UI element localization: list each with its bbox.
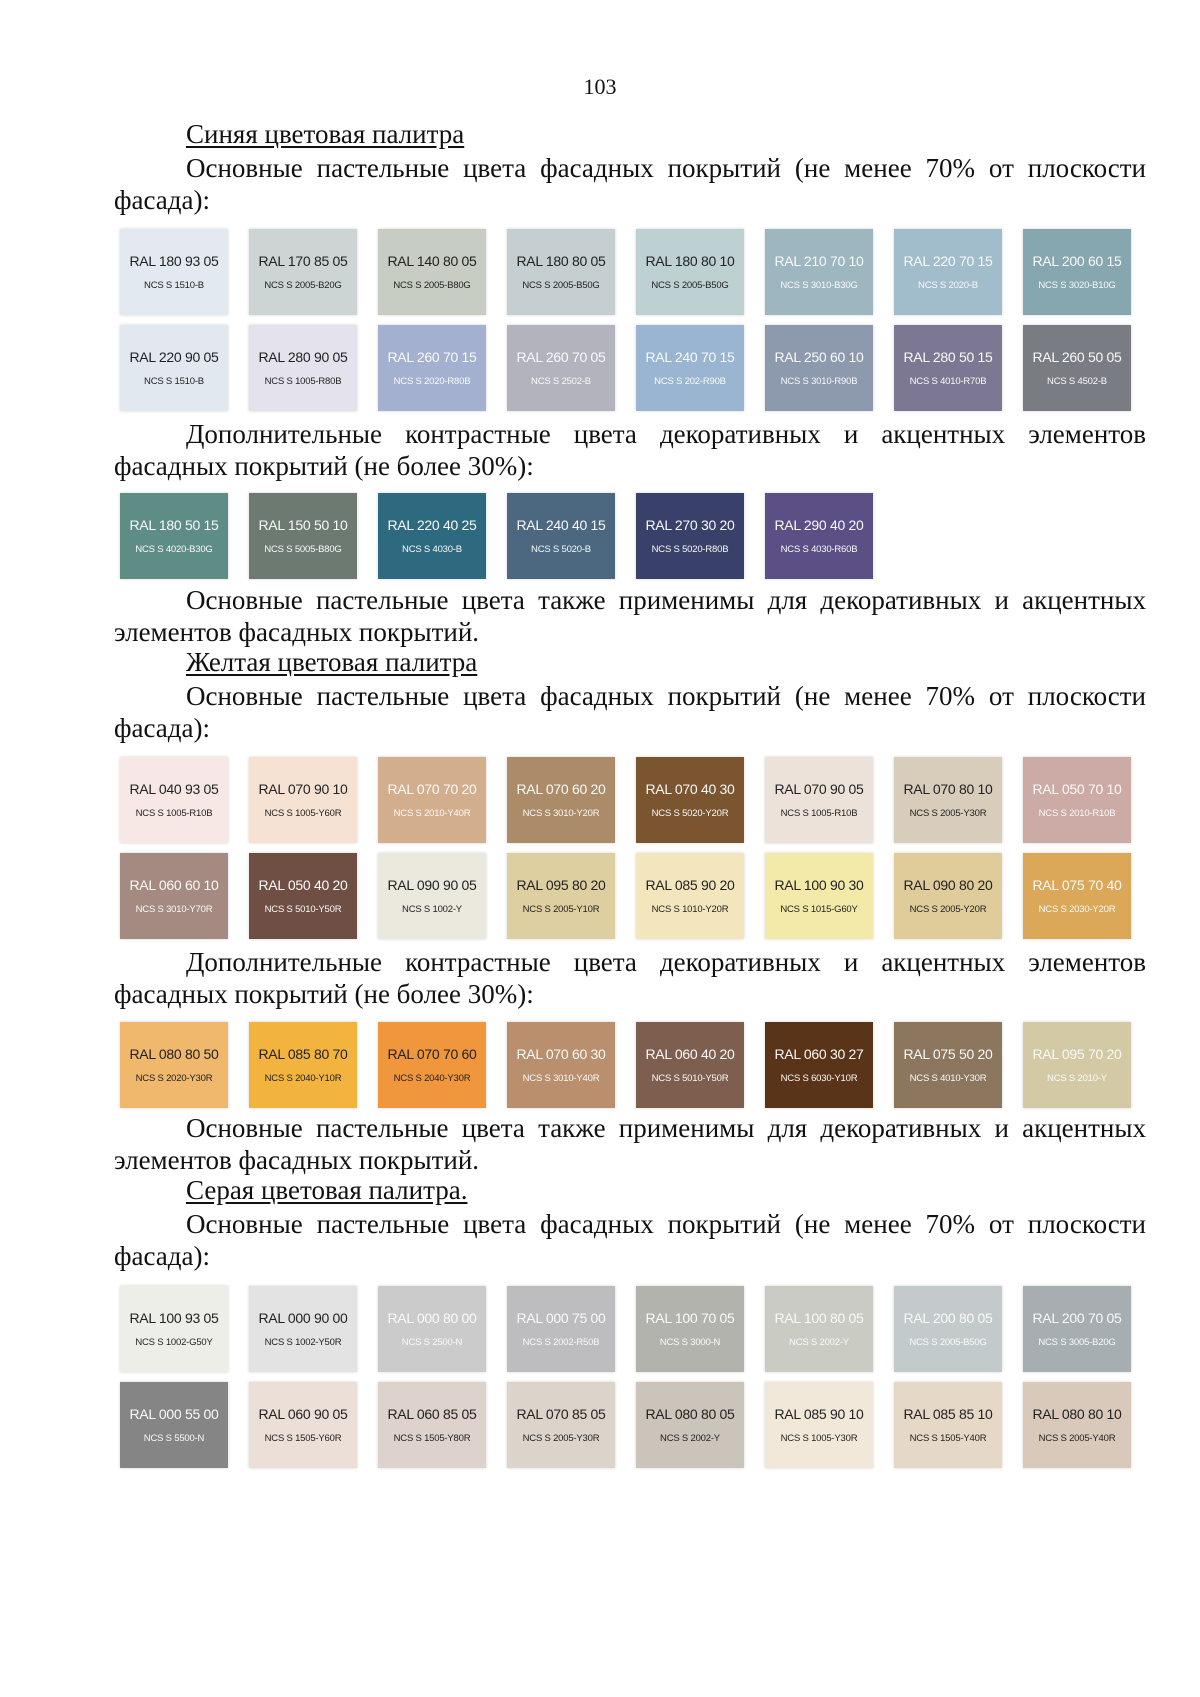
ncs-code: NCS S 2020-Y30R — [135, 1073, 213, 1084]
color-swatch — [378, 1022, 486, 1108]
ncs-code: NCS S 2020-R80B — [393, 376, 471, 387]
color-swatch — [120, 853, 228, 939]
ral-code: RAL 060 90 05 — [258, 1406, 348, 1422]
ncs-code: NCS S 3005-B20G — [1038, 1337, 1116, 1348]
ral-code: RAL 085 90 10 — [774, 1406, 864, 1422]
color-swatch — [120, 493, 228, 579]
ncs-code: NCS S 3010-B30G — [780, 280, 858, 291]
ral-code: RAL 260 70 05 — [516, 349, 606, 365]
color-swatch — [636, 853, 744, 939]
yellow-accent-text: Дополнительные контрастные цвета декоративных и акцентных элементов фасадных покрытий (не более 30%): — [114, 947, 1146, 1009]
color-swatch — [120, 229, 228, 315]
color-swatch — [249, 1382, 357, 1468]
ncs-code: NCS S 202-R90B — [654, 376, 726, 387]
color-swatch — [378, 757, 486, 843]
ncs-code: NCS S 2005-Y30R — [909, 808, 987, 819]
ncs-code: NCS S 1005-R10B — [780, 808, 858, 819]
ral-code: RAL 075 70 40 — [1032, 877, 1122, 893]
color-swatch — [765, 757, 873, 843]
color-swatch — [378, 853, 486, 939]
color-swatch — [249, 229, 357, 315]
ncs-code: NCS S 1002-Y50R — [264, 1337, 342, 1348]
ncs-code: NCS S 1002-Y — [402, 904, 462, 915]
ncs-code: NCS S 2010-Y40R — [393, 808, 471, 819]
ncs-code: NCS S 1005-Y60R — [264, 808, 342, 819]
ral-code: RAL 060 40 20 — [645, 1046, 735, 1062]
ral-code: RAL 250 60 10 — [774, 349, 864, 365]
color-swatch — [765, 325, 873, 411]
color-swatch — [378, 493, 486, 579]
color-swatch — [894, 757, 1002, 843]
ncs-code: NCS S 3000-N — [659, 1337, 721, 1348]
color-swatch — [765, 853, 873, 939]
ncs-code: NCS S 1505-Y40R — [909, 1433, 987, 1444]
yellow-main-text: Основные пастельные цвета фасадных покрытий (не менее 70% от плоскости фасада): — [114, 681, 1146, 743]
ncs-code: NCS S 2002-R50B — [522, 1337, 600, 1348]
ral-code: RAL 080 80 10 — [1032, 1406, 1122, 1422]
color-swatch — [378, 1286, 486, 1372]
blue-accent-text: Дополнительные контрастные цвета декоративных и акцентных элементов фасадных покрытий (не более 30%): — [114, 419, 1146, 481]
blue-note: Основные пастельные цвета также применимы для декоративных и акцентных элементов фасадных покрытий. — [114, 585, 1146, 647]
ncs-code: NCS S 3010-Y40R — [522, 1073, 600, 1084]
color-swatch — [765, 1382, 873, 1468]
blue-palette-heading: Синяя цветовая палитра — [186, 119, 465, 149]
ral-code: RAL 085 90 20 — [645, 877, 735, 893]
ral-code: RAL 200 60 15 — [1032, 253, 1122, 269]
ral-code: RAL 220 70 15 — [903, 253, 993, 269]
ral-code: RAL 085 80 70 — [258, 1046, 348, 1062]
ral-code: RAL 260 50 05 — [1032, 349, 1122, 365]
ral-code: RAL 100 70 05 — [645, 1310, 735, 1326]
ncs-code: NCS S 1015-G60Y — [780, 904, 858, 915]
ncs-code: NCS S 2005-Y30R — [522, 1433, 600, 1444]
color-swatch — [507, 1286, 615, 1372]
ncs-code: NCS S 2030-Y20R — [1038, 904, 1116, 915]
ral-code: RAL 000 80 00 — [387, 1310, 477, 1326]
ral-code: RAL 060 30 27 — [774, 1046, 864, 1062]
ral-code: RAL 075 50 20 — [903, 1046, 993, 1062]
ral-code: RAL 210 70 10 — [774, 253, 864, 269]
grey-palette-heading: Серая цветовая палитра. — [186, 1175, 468, 1205]
ral-code: RAL 090 90 05 — [387, 877, 477, 893]
color-swatch — [120, 1022, 228, 1108]
color-swatch — [765, 1286, 873, 1372]
color-swatch — [765, 493, 873, 579]
color-swatch — [894, 1382, 1002, 1468]
ncs-code: NCS S 3010-R90B — [780, 376, 858, 387]
color-swatch — [507, 325, 615, 411]
ncs-code: NCS S 5500-N — [143, 1433, 205, 1444]
color-swatch — [507, 757, 615, 843]
color-swatch — [507, 1382, 615, 1468]
ral-code: RAL 070 90 10 — [258, 781, 348, 797]
ncs-code: NCS S 5010-Y50R — [264, 904, 342, 915]
color-swatch — [378, 325, 486, 411]
ncs-code: NCS S 2005-Y40R — [1038, 1433, 1116, 1444]
ral-code: RAL 070 40 30 — [645, 781, 735, 797]
ncs-code: NCS S 1005-R80B — [264, 376, 342, 387]
color-swatch — [249, 1022, 357, 1108]
ral-code: RAL 040 93 05 — [129, 781, 219, 797]
ral-code: RAL 070 90 05 — [774, 781, 864, 797]
ral-code: RAL 270 30 20 — [645, 517, 735, 533]
ral-code: RAL 095 80 20 — [516, 877, 606, 893]
ncs-code: NCS S 2500-N — [401, 1337, 463, 1348]
ral-code: RAL 070 60 30 — [516, 1046, 606, 1062]
ral-code: RAL 150 50 10 — [258, 517, 348, 533]
ral-code: RAL 070 80 10 — [903, 781, 993, 797]
ral-code: RAL 070 70 20 — [387, 781, 477, 797]
color-swatch — [120, 325, 228, 411]
color-swatch — [636, 229, 744, 315]
ral-code: RAL 260 70 15 — [387, 349, 477, 365]
ncs-code: NCS S 2005-B50G — [522, 280, 600, 291]
ncs-code: NCS S 2502-B — [531, 376, 591, 387]
color-swatch — [249, 325, 357, 411]
ncs-code: NCS S 1005-R10B — [135, 808, 213, 819]
color-swatch — [249, 757, 357, 843]
color-swatch — [249, 493, 357, 579]
ral-code: RAL 080 80 05 — [645, 1406, 735, 1422]
ncs-code: NCS S 1005-Y30R — [780, 1433, 858, 1444]
ral-code: RAL 180 80 10 — [645, 253, 735, 269]
ral-code: RAL 000 90 00 — [258, 1310, 348, 1326]
ral-code: RAL 090 80 20 — [903, 877, 993, 893]
page-number: 103 — [583, 74, 617, 99]
color-swatch — [249, 1286, 357, 1372]
ral-code: RAL 240 40 15 — [516, 517, 606, 533]
ncs-code: NCS S 1505-Y60R — [264, 1433, 342, 1444]
ncs-code: NCS S 5005-B80G — [264, 544, 342, 555]
color-swatch — [1023, 1022, 1131, 1108]
ral-code: RAL 220 40 25 — [387, 517, 477, 533]
color-swatch — [507, 493, 615, 579]
ral-code: RAL 140 80 05 — [387, 253, 477, 269]
ral-code: RAL 180 93 05 — [129, 253, 219, 269]
color-swatch — [636, 493, 744, 579]
color-swatch — [636, 757, 744, 843]
ral-code: RAL 200 70 05 — [1032, 1310, 1122, 1326]
ncs-code: NCS S 1510-B — [144, 280, 204, 291]
color-swatch — [636, 1286, 744, 1372]
ral-code: RAL 000 55 00 — [129, 1406, 219, 1422]
ral-code: RAL 200 80 05 — [903, 1310, 993, 1326]
ncs-code: NCS S 5020-Y20R — [651, 808, 729, 819]
ncs-code: NCS S 2040-Y10R — [264, 1073, 342, 1084]
ncs-code: NCS S 5010-Y50R — [651, 1073, 729, 1084]
color-swatch — [1023, 229, 1131, 315]
ncs-code: NCS S 2020-B — [918, 280, 978, 291]
ral-code: RAL 100 93 05 — [129, 1310, 219, 1326]
color-swatch — [1023, 853, 1131, 939]
ncs-code: NCS S 2005-B50G — [909, 1337, 987, 1348]
ncs-code: NCS S 4020-B30G — [135, 544, 213, 555]
ral-code: RAL 070 85 05 — [516, 1406, 606, 1422]
ral-code: RAL 220 90 05 — [129, 349, 219, 365]
color-swatch — [894, 853, 1002, 939]
ncs-code: NCS S 1002-G50Y — [135, 1337, 213, 1348]
ral-code: RAL 170 85 05 — [258, 253, 348, 269]
color-swatch — [507, 229, 615, 315]
color-swatch — [765, 229, 873, 315]
ncs-code: NCS S 5020-R80B — [651, 544, 729, 555]
ncs-code: NCS S 1505-Y80R — [393, 1433, 471, 1444]
ncs-code: NCS S 3010-Y20R — [522, 808, 600, 819]
ral-code: RAL 060 85 05 — [387, 1406, 477, 1422]
color-swatch — [120, 757, 228, 843]
ncs-code: NCS S 1510-B — [144, 376, 204, 387]
color-swatch — [507, 1022, 615, 1108]
ncs-code: NCS S 2005-Y10R — [522, 904, 600, 915]
ral-code: RAL 060 60 10 — [129, 877, 219, 893]
color-swatch — [894, 1022, 1002, 1108]
ral-code: RAL 070 70 60 — [387, 1046, 477, 1062]
color-swatch — [120, 1382, 228, 1468]
ncs-code: NCS S 2005-B20G — [264, 280, 342, 291]
grey-main-text: Основные пастельные цвета фасадных покрытий (не менее 70% от плоскости фасада): — [114, 1209, 1146, 1271]
color-swatch — [378, 1382, 486, 1468]
ncs-code: NCS S 5020-B — [531, 544, 591, 555]
color-swatch — [894, 1286, 1002, 1372]
ncs-code: NCS S 2010-R10B — [1038, 808, 1116, 819]
ncs-code: NCS S 4010-Y30R — [909, 1073, 987, 1084]
ral-code: RAL 095 70 20 — [1032, 1046, 1122, 1062]
ncs-code: NCS S 4502-B — [1047, 376, 1107, 387]
ral-code: RAL 100 90 30 — [774, 877, 864, 893]
ral-code: RAL 050 40 20 — [258, 877, 348, 893]
color-swatch — [1023, 757, 1131, 843]
ncs-code: NCS S 2005-B80G — [393, 280, 471, 291]
color-swatch — [507, 853, 615, 939]
ncs-code: NCS S 2040-Y30R — [393, 1073, 471, 1084]
ncs-code: NCS S 2002-Y — [789, 1337, 849, 1348]
color-swatch — [249, 853, 357, 939]
color-swatch — [1023, 1286, 1131, 1372]
ral-code: RAL 050 70 10 — [1032, 781, 1122, 797]
color-swatch — [120, 1286, 228, 1372]
color-swatch — [636, 325, 744, 411]
ncs-code: NCS S 4030-R60B — [780, 544, 858, 555]
color-swatch — [1023, 1382, 1131, 1468]
color-swatch — [894, 229, 1002, 315]
ral-code: RAL 080 80 50 — [129, 1046, 219, 1062]
ncs-code: NCS S 4010-R70B — [909, 376, 987, 387]
blue-main-text: Основные пастельные цвета фасадных покрытий (не менее 70% от плоскости фасада): — [114, 153, 1146, 215]
ral-code: RAL 085 85 10 — [903, 1406, 993, 1422]
color-swatch — [1023, 325, 1131, 411]
ncs-code: NCS S 1010-Y20R — [651, 904, 729, 915]
ral-code: RAL 070 60 20 — [516, 781, 606, 797]
ral-code: RAL 100 80 05 — [774, 1310, 864, 1326]
ral-code: RAL 180 50 15 — [129, 517, 219, 533]
color-swatch — [378, 229, 486, 315]
ncs-code: NCS S 2005-Y20R — [909, 904, 987, 915]
ncs-code: NCS S 3020-B10G — [1038, 280, 1116, 291]
color-swatch — [765, 1022, 873, 1108]
ncs-code: NCS S 2002-Y — [660, 1433, 720, 1444]
yellow-note: Основные пастельные цвета также применимы для декоративных и акцентных элементов фасадных покрытий. — [114, 1113, 1146, 1175]
ncs-code: NCS S 2005-B50G — [651, 280, 729, 291]
yellow-palette-heading: Желтая цветовая палитра — [186, 647, 478, 677]
ral-code: RAL 280 90 05 — [258, 349, 348, 365]
ral-code: RAL 000 75 00 — [516, 1310, 606, 1326]
ncs-code: NCS S 4030-B — [402, 544, 462, 555]
ral-code: RAL 240 70 15 — [645, 349, 735, 365]
ncs-code: NCS S 6030-Y10R — [780, 1073, 858, 1084]
ral-code: RAL 280 50 15 — [903, 349, 993, 365]
ncs-code: NCS S 3010-Y70R — [135, 904, 213, 915]
ncs-code: NCS S 2010-Y — [1047, 1073, 1107, 1084]
ral-code: RAL 290 40 20 — [774, 517, 864, 533]
color-swatch — [894, 325, 1002, 411]
ral-code: RAL 180 80 05 — [516, 253, 606, 269]
color-swatch — [636, 1382, 744, 1468]
color-swatch — [636, 1022, 744, 1108]
